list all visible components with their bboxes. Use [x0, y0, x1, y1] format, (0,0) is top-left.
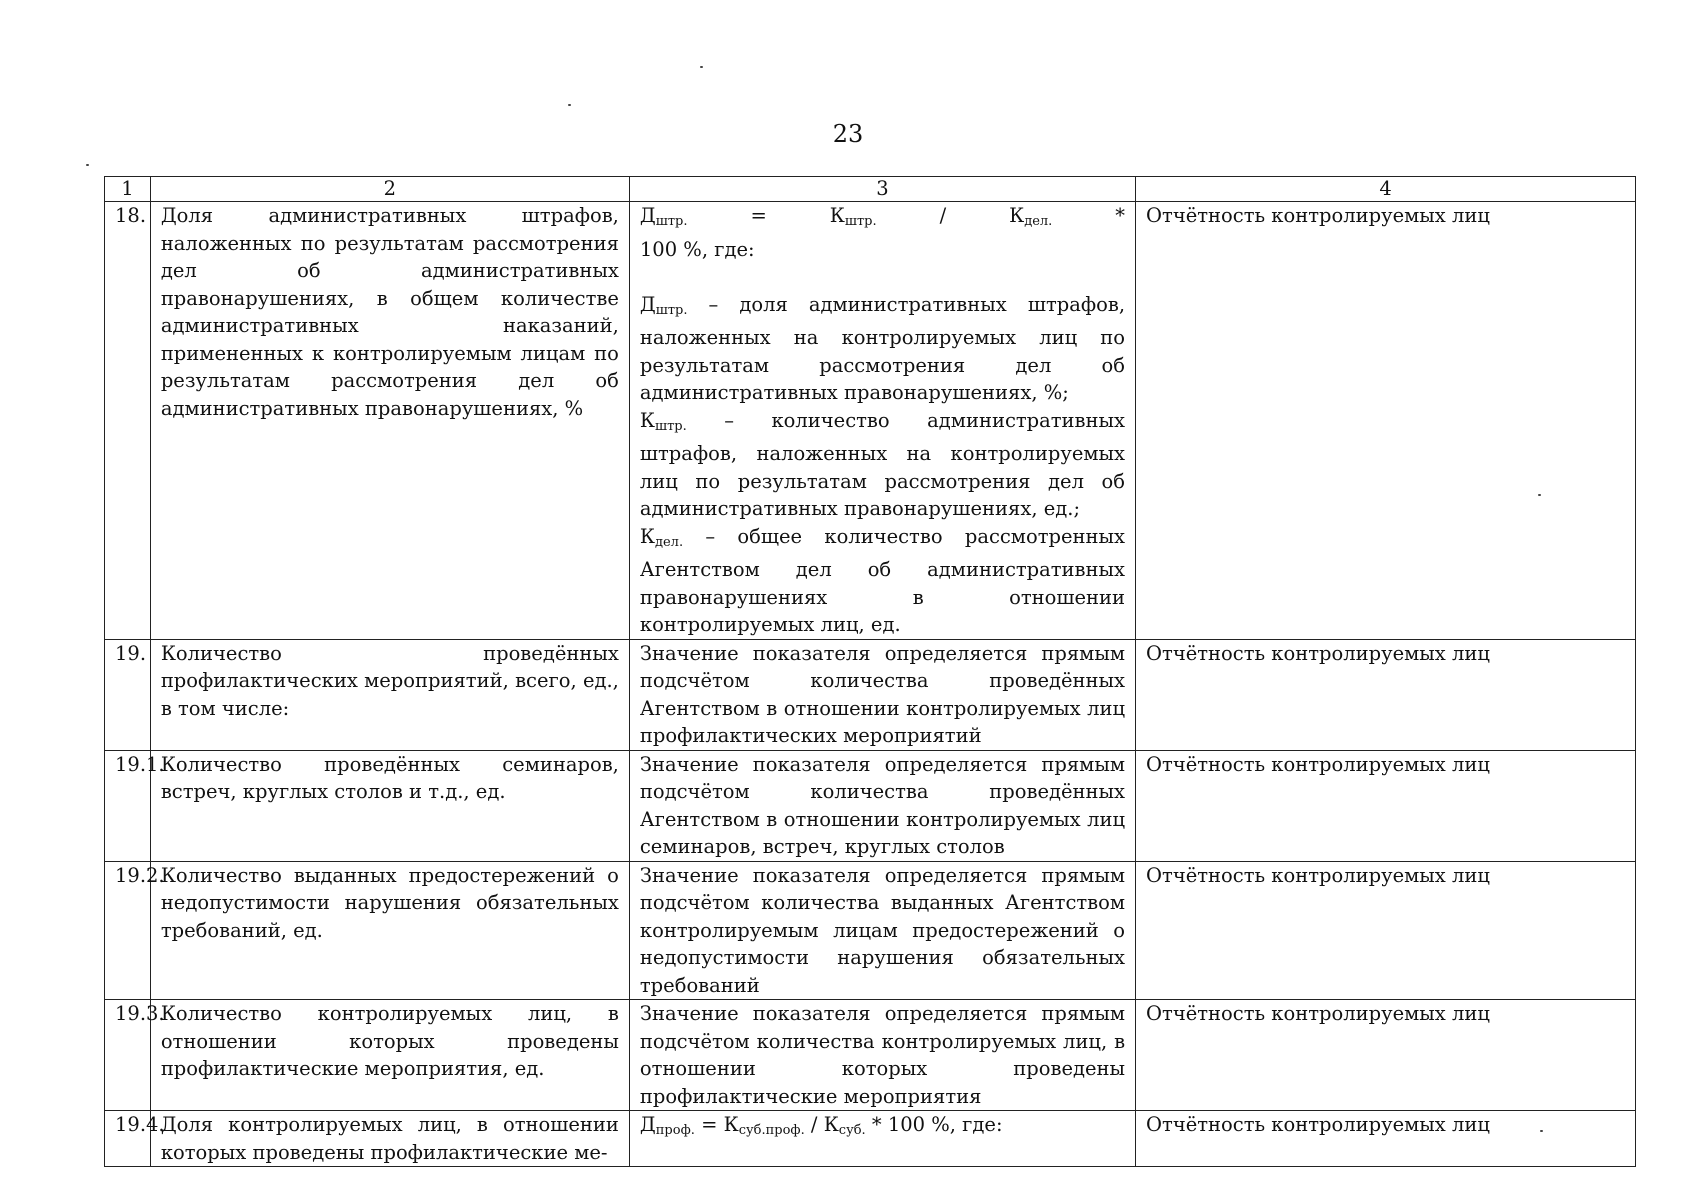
- row-number: 19.3.: [105, 1000, 151, 1111]
- formula-star: *: [1115, 204, 1126, 227]
- calculation-method: Значение показателя определяется прямым подсчётом количества контролируемых лиц, в отношении которых проведены профилактические мероприятия: [629, 1000, 1135, 1111]
- formula-definition: $К_{штр.}$ – количество административных штрафов, наложенных на контролируемых лиц по результатам рассмотрения дел об административных правонарушениях, ед.;: [639, 408, 1126, 520]
- table-header-row: [105, 177, 1636, 202]
- formula-eq: =: [750, 204, 767, 227]
- indicator-name: Количество выданных предостережений о недопустимости нарушения обязательных требований, ед.: [150, 861, 629, 1000]
- data-source: Отчётность контролируемых лиц: [1136, 202, 1636, 640]
- formula-definition: $Д_{штр.}$ – доля административных штрафов, наложенных на контролируемых лиц по результатам рассмотрения дел об административных правонарушениях, %;: [639, 292, 1126, 404]
- calculation-method: Значение показателя определяется прямым подсчётом количества проведённых Агентством в отношении контролируемых лиц семинаров, встреч, круглых столов: [629, 750, 1135, 861]
- column-number-3: 3: [629, 177, 1135, 202]
- indicator-name: Количество проведённых семинаров, встреч, круглых столов и т.д., ед.: [150, 750, 629, 861]
- formula-slash: /: [939, 204, 947, 227]
- formula-definition: $К_{дел.}$ – общее количество рассмотренных Агентством дел об административных правонарушениях в отношении контролируемых лиц, ед.: [639, 524, 1126, 636]
- indicator-name: Доля административных штрафов, наложенных по результатам рассмотрения дел об административных правонарушениях, в общем количестве административных наказаний, примененных к контролируемым лицам по результатам рассмотрения дел об административных правонарушениях, %: [150, 202, 629, 640]
- page-number: 23: [832, 120, 864, 148]
- row-number: 19.: [105, 639, 151, 750]
- data-source: Отчётность контролируемых лиц: [1136, 861, 1636, 1000]
- indicator-name: Количество проведённых профилактических мероприятий, всего, ед., в том числе:: [150, 639, 629, 750]
- column-number-4: 4: [1136, 177, 1636, 202]
- row-number: 19.4.: [105, 1111, 151, 1167]
- scan-speck: [568, 104, 571, 106]
- formula: [640, 202, 1125, 236]
- formula: $Д_{проф.} = К_{суб.проф.} / К_{суб.} * 100$ %, где:: [639, 1113, 1003, 1138]
- formula-d: $Д_{штр.}$: [639, 204, 688, 229]
- table-row: [105, 861, 1636, 1000]
- calculation-method: [629, 202, 1135, 640]
- table-row: [105, 639, 1636, 750]
- calculation-method: [629, 1111, 1135, 1167]
- indicator-name: Количество контролируемых лиц, в отношении которых проведены профилактические мероприятия, ед.: [150, 1000, 629, 1111]
- scan-speck: [86, 164, 89, 166]
- column-number-1: 1: [105, 177, 151, 202]
- table-row: [105, 1000, 1636, 1111]
- formula-tail: 100 %, где:: [639, 237, 755, 261]
- data-source: Отчётность контролируемых лиц: [1136, 1111, 1636, 1167]
- row-number: 19.2.: [105, 861, 151, 1000]
- column-number-2: 2: [150, 177, 629, 202]
- formula-k2: $К_{дел.}$: [1009, 204, 1053, 229]
- indicator-name: Доля контролируемых лиц, в отношении которых проведены профилактические ме-: [150, 1111, 629, 1167]
- row-number: 18.: [105, 202, 151, 640]
- formula-k1: $К_{штр.}$: [829, 204, 877, 229]
- data-source: Отчётность контролируемых лиц: [1136, 639, 1636, 750]
- data-source: Отчётность контролируемых лиц: [1136, 1000, 1636, 1111]
- table-row: [105, 202, 1636, 640]
- indicators-table: [104, 176, 1636, 1167]
- row-number: 19.1.: [105, 750, 151, 861]
- scan-speck: [700, 66, 703, 68]
- table-row: [105, 1111, 1636, 1167]
- table-row: [105, 750, 1636, 861]
- calculation-method: Значение показателя определяется прямым подсчётом количества выданных Агентством контролируемым лицам предостережений о недопустимости нарушения обязательных требований: [629, 861, 1135, 1000]
- data-source: Отчётность контролируемых лиц: [1136, 750, 1636, 861]
- calculation-method: Значение показателя определяется прямым подсчётом количества проведённых Агентством в отношении контролируемых лиц профилактических мероприятий: [629, 639, 1135, 750]
